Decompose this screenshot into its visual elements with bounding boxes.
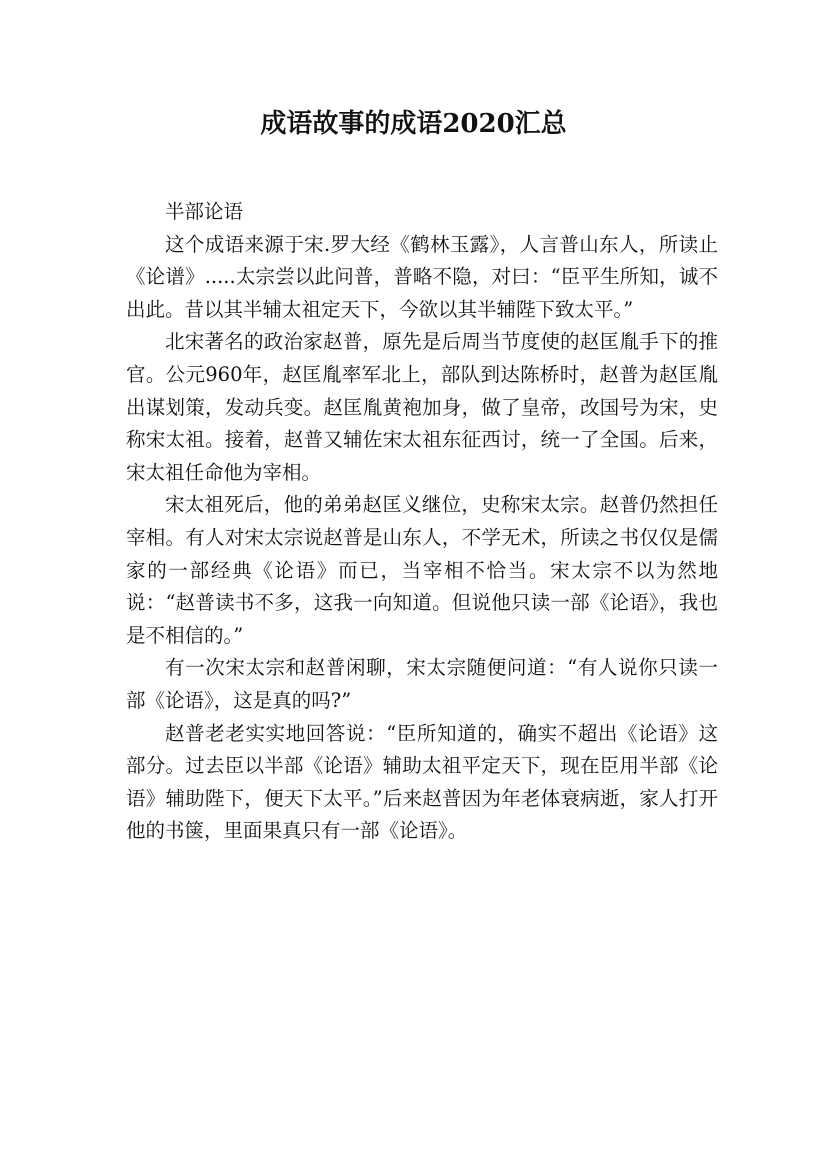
section-heading: 半部论语 [165, 200, 244, 223]
paragraph-2: 北宋著名的政治家赵普，原先是后周当节度使的赵匡胤手下的推官。公元960年，赵匡胤率军北上，部队到达陈桥时，赵普为赵匡胤出谋划策，发动兵变。赵匡胤黄袍加身，做了皇帝，改国号为宋，史称宋太祖。接着，赵普又辅佐宋太祖东征西讨，统一了全国。后来，宋太祖任命他为宰相。 [126, 330, 718, 484]
document-body [126, 196, 718, 848]
paragraph-5: 赵普老老实实地回答说：“臣所知道的，确实不超出《论语》这部分。过去臣以半部《论语》辅助太祖平定天下，现在臣用半部《论语》辅助陛下，便天下太平。”后来赵普因为年老体衰病逝，家人打开他的书箧，里面果真只有一部《论语》。 [126, 721, 718, 843]
paragraph-4: 有一次宋太宗和赵普闲聊，宋太宗随便问道：“有人说你只读一部《论语》，这是真的吗?” [126, 656, 718, 712]
paragraph-3: 宋太祖死后，他的弟弟赵匡义继位，史称宋太宗。赵普仍然担任宰相。有人对宋太宗说赵普是山东人，不学无术，所读之书仅仅是儒家的一部经典《论语》而已，当宰相不恰当。宋太宗不以为然地说：“赵普读书不多，这我一向知道。但说他只读一部《论语》，我也是不相信的。” [126, 493, 718, 647]
document-title: 成语故事的成语2020汇总 [260, 109, 567, 139]
paragraph-1: 这个成语来源于宋.罗大经《鹤林玉露》，人言普山东人，所读止《论谱》.....太宗尝以此问普，普略不隐，对曰：“臣平生所知，诚不出此。昔以其半辅太祖定天下，今欲以其半辅陛下致太平。” [126, 232, 718, 321]
